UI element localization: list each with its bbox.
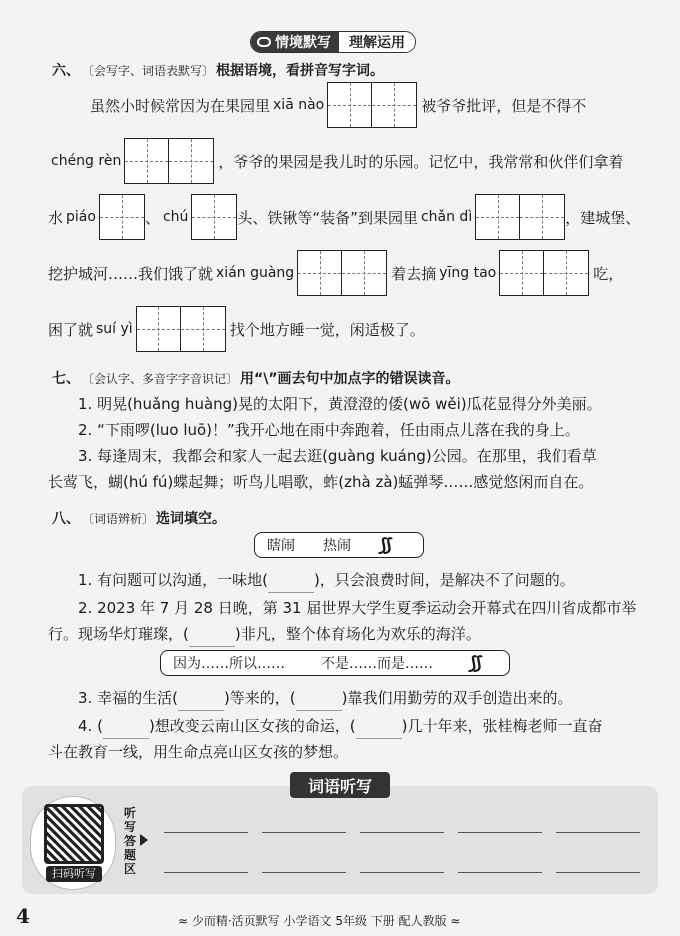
answer-blank[interactable]	[356, 714, 402, 739]
answer-grid[interactable]	[499, 250, 589, 296]
dictation-answer-line[interactable]	[556, 832, 640, 833]
s6-text: ，爷爷的果园是我儿时的乐园。记忆中，我常常和伙伴们拿着	[218, 152, 624, 171]
dictation-title: 词语听写	[290, 772, 390, 798]
answer-blank[interactable]	[296, 686, 342, 711]
answer-grid[interactable]	[136, 306, 226, 352]
pinyin-prompt: yīng tao	[439, 265, 497, 281]
answer-grid[interactable]	[327, 82, 417, 128]
arrow-right-icon	[140, 834, 148, 846]
s8-q1	[78, 568, 575, 593]
s8-text: )等来的，(	[223, 689, 296, 707]
pinyin-prompt: chǎn dì	[420, 209, 473, 225]
section-6-title	[52, 60, 384, 80]
s6-text: 水	[48, 208, 64, 227]
answer-grid[interactable]	[99, 194, 145, 240]
s8-q4-line1	[78, 714, 603, 739]
s6-line-1	[90, 82, 586, 128]
word-choice-box-1	[254, 532, 424, 558]
footer-text: ≈ 少而精·活页默写 小学语文 5年级 下册 配人教版 ≈	[178, 914, 461, 928]
section-7-number: 七、	[52, 371, 80, 387]
s6-text: ，建城堡、	[565, 208, 641, 227]
section-6-number: 六、	[52, 63, 80, 79]
section-header-tab	[250, 31, 416, 53]
s6-text: 吃，	[593, 264, 624, 283]
pinyin-prompt: chéng rèn	[51, 153, 122, 169]
header-left	[251, 32, 339, 52]
glasses-icon	[257, 37, 271, 47]
s6-text: 挖护城河……我们饿了就	[48, 264, 214, 283]
s6-line-5	[48, 306, 425, 352]
pinyin-prompt: suí yì	[96, 321, 133, 337]
dictation-answer-line[interactable]	[164, 832, 248, 833]
word-option: 瞎闹	[267, 538, 295, 554]
word-option: 热闹	[323, 538, 351, 554]
dictation-answer-line[interactable]	[360, 872, 444, 873]
s8-text: )靠我们用勤劳的双手创造出来的。	[341, 689, 573, 707]
s6-line-3	[48, 194, 640, 240]
word-option: 不是……而是……	[321, 656, 433, 672]
section-7-instruction: 用“\”画去句中加点字的错误读音。	[240, 371, 460, 387]
section-8-tag: 〔词语辨析〕	[82, 511, 155, 526]
scribble-mark-icon: ⟆⟆	[469, 652, 480, 674]
pinyin-prompt: piáo	[66, 209, 96, 225]
s6-text: 虽然小时候常因为在果园里	[90, 96, 271, 115]
s6-line-4	[48, 250, 623, 296]
section-7-title	[52, 368, 460, 388]
s8-text: 3. 幸福的生活(	[78, 689, 178, 707]
s6-text: 被爷爷批评，但是不得不	[421, 96, 587, 115]
section-8-number: 八、	[52, 511, 80, 527]
answer-blank[interactable]	[178, 686, 224, 711]
pinyin-prompt: xián guàng	[216, 265, 295, 281]
dictation-answer-line[interactable]	[458, 872, 542, 873]
s6-text: 困了就	[48, 320, 94, 339]
page-number: 4	[16, 904, 30, 928]
answer-blank[interactable]	[103, 714, 149, 739]
answer-grid[interactable]	[475, 194, 565, 240]
s8-q2-line2	[48, 622, 481, 647]
s7-line[interactable]: 1. 明晃(huǎng huàng)晃的太阳下，黄澄澄的倭(wō wěi)瓜花显得分外美丽。	[78, 395, 602, 413]
s7-line[interactable]: 3. 每逢周末，我都会和家人一起去逛(guàng kuáng)公园。在那里，我们看草	[78, 447, 597, 465]
section-8-instruction: 选词填空。	[156, 511, 227, 527]
s8-text: 4. (	[78, 717, 103, 735]
dictation-panel	[22, 786, 658, 894]
s7-line[interactable]: 长莺飞，蝴(hú fú)蝶起舞；听鸟儿唱歌，蚱(zhà zà)蜢弹琴……感觉悠闲而自在。	[48, 473, 594, 491]
s8-q3	[78, 686, 573, 711]
s8-text: )非凡，整个体育场化为欢乐的海洋。	[234, 625, 481, 643]
s8-q4-line2: 斗在教育一线，用生命点亮山区女孩的梦想。	[48, 743, 349, 761]
s8-text: 行。现场华灯璀璨，(	[48, 625, 189, 643]
s7-line[interactable]: 2. “下雨啰(luo luō)！”我开心地在雨中奔跑着，任由雨点儿落在我的身上。	[78, 421, 580, 439]
answer-grid[interactable]	[191, 194, 237, 240]
s8-text: )，只会浪费时间，是解决不了问题的。	[313, 571, 575, 589]
section-8-title	[52, 508, 226, 528]
pinyin-prompt: chú	[162, 209, 189, 225]
qr-label: 扫码听写	[46, 866, 102, 882]
answer-blank[interactable]	[189, 622, 235, 647]
s6-text: 头、铁锹等“装备”到果园里	[237, 208, 418, 227]
answer-grid[interactable]	[297, 250, 387, 296]
s8-text: )想改变云南山区女孩的命运，(	[148, 717, 356, 735]
qr-code[interactable]	[44, 804, 104, 864]
s8-text: )几十年来，张桂梅老师一直奋	[401, 717, 603, 735]
section-7-tag: 〔会认字、多音字字音识记〕	[82, 371, 239, 386]
dictation-answer-line[interactable]	[458, 832, 542, 833]
s6-text: 、	[144, 208, 160, 227]
scribble-mark-icon: ⟆⟆	[379, 534, 390, 556]
header-right-label: 理解运用	[339, 32, 415, 52]
s6-text: 找个地方睡一觉，闲适极了。	[229, 320, 425, 339]
dictation-answer-line[interactable]	[262, 872, 346, 873]
answer-grid[interactable]	[124, 138, 214, 184]
answer-area-label: 听写答题区	[124, 806, 137, 876]
dictation-answer-line[interactable]	[164, 872, 248, 873]
section-6-instruction: 根据语境，看拼音写字词。	[216, 63, 385, 79]
pinyin-prompt: xiā nào	[273, 97, 325, 113]
s6-line-2	[48, 138, 623, 184]
header-left-label: 情境默写	[275, 35, 331, 51]
s8-text: 1. 有问题可以沟通，一味地(	[78, 571, 268, 589]
s6-text: 着去摘	[391, 264, 437, 283]
section-6-tag: 〔会写字、词语表默写〕	[82, 63, 215, 78]
word-option: 因为……所以……	[173, 656, 285, 672]
s8-q2-line1: 2. 2023 年 7 月 28 日晚，第 31 届世界大学生夏季运动会开幕式在四川省成都市举	[78, 599, 637, 617]
dictation-answer-line[interactable]	[360, 832, 444, 833]
word-choice-box-2	[160, 650, 510, 676]
answer-blank[interactable]	[268, 568, 314, 593]
dictation-answer-line[interactable]	[262, 832, 346, 833]
dictation-answer-line[interactable]	[556, 872, 640, 873]
